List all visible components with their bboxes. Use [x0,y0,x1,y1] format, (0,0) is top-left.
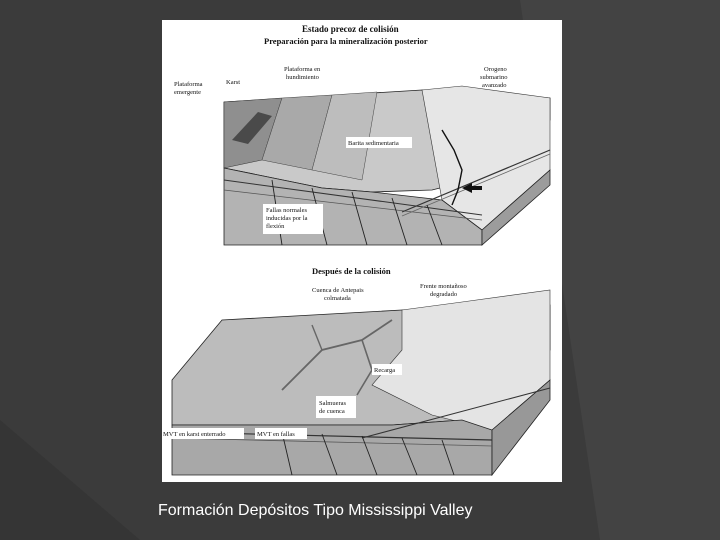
label-mvt-karst: MVT en karst enterrado [163,431,226,438]
label-fallas: inducidas por la [266,215,308,222]
block-diagrams [162,20,562,482]
label-orogeno: Orogeno [484,66,507,73]
bottom-panel-title: Después de la colisión [312,266,391,276]
label-karst: Karst [226,79,241,86]
label-fallas: Fallas normales [266,207,307,214]
label-plataforma-emergente: emergente [174,89,201,96]
bottom-block-diagram [162,266,550,475]
label-fallas: flexión [266,223,285,230]
label-frente: degradado [430,291,458,298]
label-recarga: Recarga [374,367,396,374]
label-cuenca: colmatada [324,295,351,302]
label-mvt-fallas: MVT en fallas [257,431,295,438]
label-orogeno: avanzado [482,82,507,89]
label-plataforma-hundimiento: Plataforma en [284,66,321,73]
top-panel-title: Estado precoz de colisión [302,24,399,34]
top-block-diagram [174,24,550,245]
label-cuenca: Cuenca de Antepais [312,287,364,294]
label-plataforma-hundimiento: hundimiento [286,74,319,81]
top-panel-subtitle: Preparación para la mineralización posterior [264,36,428,46]
geology-figure [162,20,562,482]
label-salmueras: Salmueras [319,400,347,407]
slide-caption: Formación Depósitos Tipo Mississippi Valley [158,502,473,519]
label-plataforma-emergente: Plataforma [174,81,203,88]
label-frente: Frente montañoso [420,283,467,290]
label-orogeno: submarino [480,74,508,81]
label-barita: Barita sedimentaria [348,140,399,147]
label-salmueras: de cuenca [319,408,345,415]
